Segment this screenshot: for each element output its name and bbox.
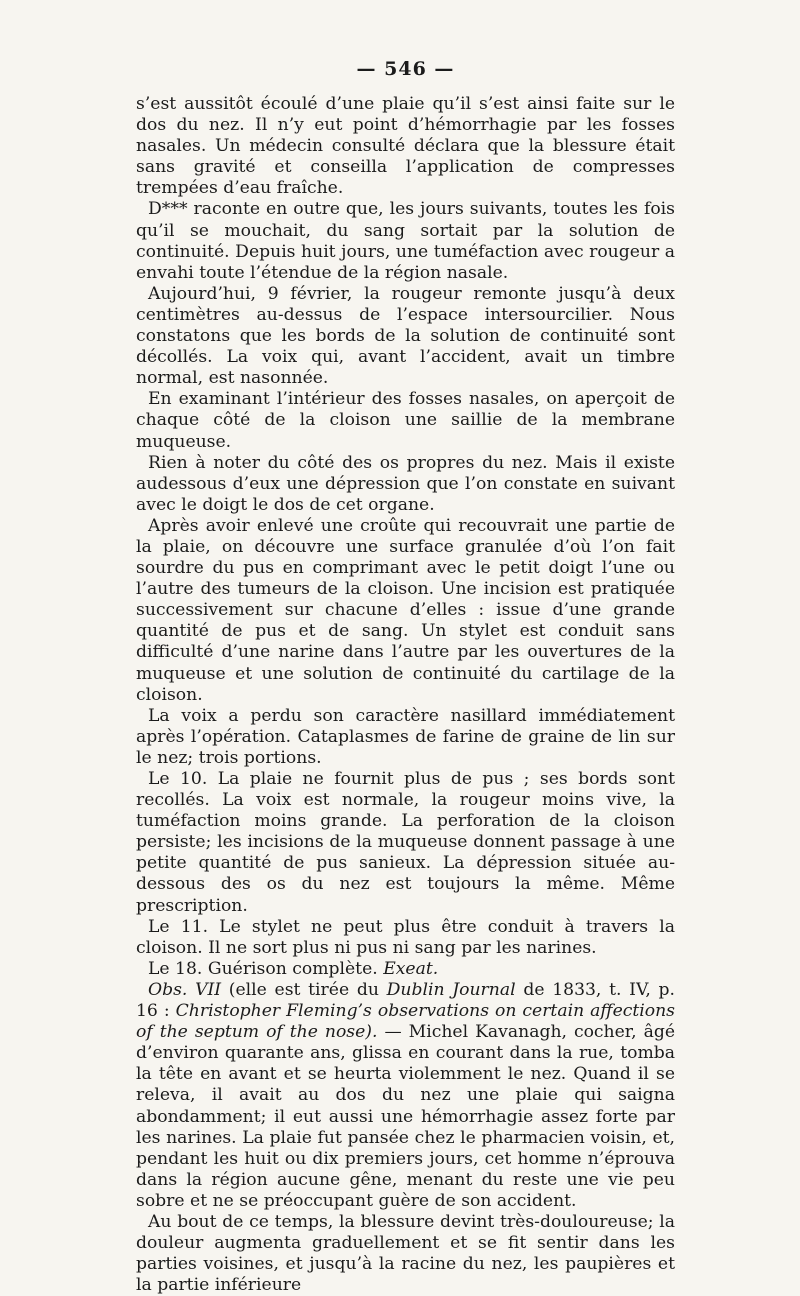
paragraph-observation (136, 980, 675, 1212)
exeat-italic: Exeat. (383, 958, 439, 979)
article-title: Christopher Fleming’s observations on certain affections of the septum of the nose). (136, 1001, 676, 1043)
paragraph: D*** raconte en outre que, les jours suivants, toutes les fois qu’il se mouchait, du sang sortait par la solution de continuité. Depuis huit jours, une tuméfaction avec rougeur a envahi toute l’étendue de la région nasale. (136, 199, 675, 283)
paragraph-text: de 1833, t. IV, p. 16 : (136, 979, 676, 1022)
paragraph: Après avoir enlevé une croûte qui recouvrait une partie de la plaie, on découvre une surface granulée d’où l’on fait sourdre du pus en comprimant avec le petit doigt l’une ou l’autre des tumeurs de la cloison. Une incision est pratiquée successivement sur chacune d’elles : issue d’une grande quantité de pus et de sang. Un stylet est conduit sans difficulté d’une narine dans l’autre par les ouvertures de la muqueuse et une solution de continuité du cartilage de la cloison. (136, 515, 675, 705)
body-text (136, 94, 675, 1296)
paragraph: La voix a perdu son caractère nasillard immédiatement après l’opération. Cataplasmes de farine de graine de lin sur le nez; trois portions. (136, 705, 675, 768)
paragraph-text: — Michel Kavanagh, cocher, âgé d’environ quarante ans, glissa en courant dans la rue, tomba la tête en avant et se heurta violemment le nez. Quand il se releva, il avait au dos du nez une plaie qui saigna abondamment; il eut aussi une hémorrhagie assez forte par les narines. La plaie fut pansée chez le pharmacien voisin, et, pendant les huit ou dix premiers jours, cet homme n’éprouva dans la région aucune gêne, menant du reste une vie peu sobre et ne se préoccupant guère de son accident. (136, 1022, 675, 1211)
paragraph: Aujourd’hui, 9 février, la rougeur remonte jusqu’à deux centimètres au-dessus de l’espace intersourcilier. Nous constatons que les bords de la solution de continuité sont décollés. La voix qui, avant l’accident, avait un timbre normal, est nasonnée. (136, 283, 675, 389)
journal-title: Dublin Journal (386, 979, 516, 1000)
paragraph: Au bout de ce temps, la blessure devint très-douloureuse; la douleur augmenta graduellement et se fit sentir dans les parties voisines, et jusqu’à la racine du nez, les paupières et la partie inférieure (136, 1211, 675, 1296)
paragraph: Le 11. Le stylet ne peut plus être conduit à travers la cloison. Il ne sort plus ni pus ni sang par les narines. (136, 916, 675, 958)
paragraph-text: (elle est tirée du (228, 979, 379, 1000)
page-number: — 546 — (356, 58, 455, 80)
paragraph: Le 10. La plaie ne fournit plus de pus ; ses bords sont recollés. La voix est normale, la rougeur moins vive, la tuméfaction moins grande. La perforation de la cloison persiste; les incisions de la muqueuse donnent passage à une petite quantité de pus sanieux. La dépression située au-dessous des os du nez est toujours la même. Même prescription. (136, 769, 675, 916)
paragraph: s’est aussitôt écoulé d’une plaie qu’il s’est ainsi faite sur le dos du nez. Il n’y eut point d’hémorrhagie par les fosses nasales. Un médecin consulté déclara que la blessure était sans gravité et conseilla l’application de compresses trempées d’eau fraîche. (136, 94, 675, 199)
observation-label: Obs. VII (148, 979, 222, 1000)
paragraph: Rien à noter du côté des os propres du nez. Mais il existe audessous d’eux une dépression que l’on constate en suivant avec le doigt le dos de cet organe. (136, 452, 675, 515)
paragraph (136, 959, 675, 980)
paragraph: En examinant l’intérieur des fosses nasales, on aperçoit de chaque côté de la cloison une saillie de la membrane muqueuse. (136, 389, 675, 452)
paragraph-text: Le 18. Guérison complète. (148, 958, 378, 979)
